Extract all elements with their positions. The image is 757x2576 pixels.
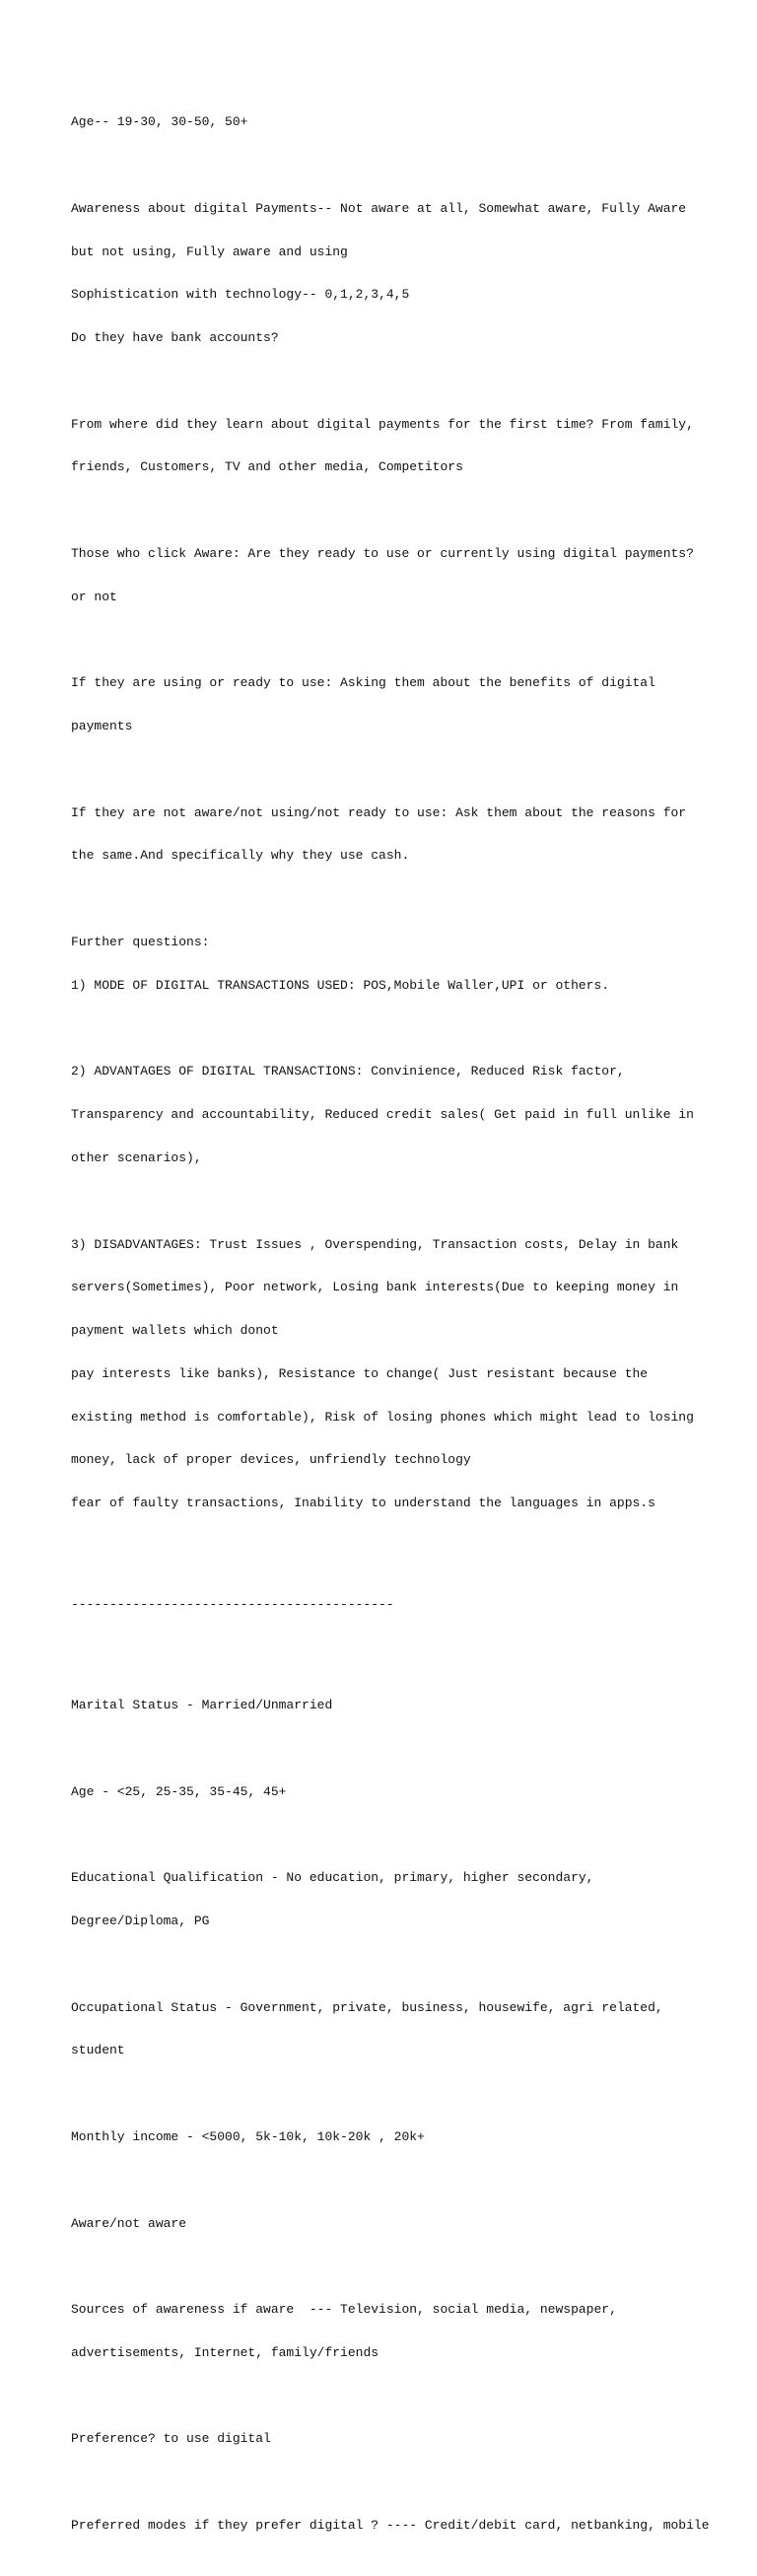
paragraph-aware-not-aware: [71, 2188, 741, 2260]
text-line: If they are not aware/not using/not ready to use: Ask them about the reasons for: [71, 804, 687, 820]
text-line: Degree/Diploma, PG: [71, 1914, 210, 1929]
text-line: servers(Sometimes), Poor network, Losing bank interests(Due to keeping money in: [71, 1280, 679, 1295]
text-line: Monthly income - <5000, 5k-10k, 10k-20k , 20k+: [71, 2128, 425, 2144]
text-line: or not: [71, 589, 117, 604]
text-line: Educational Qualification - No education, primary, higher secondary,: [71, 1870, 594, 1886]
text-line: the same.And specifically why they use cash.: [71, 848, 410, 864]
section-divider: [71, 1569, 741, 1641]
text-line: existing method is comfortable), Risk of losing phones which might lead to losing: [71, 1409, 694, 1425]
text-line: Those who click Aware: Are they ready to use or currently using digital payments?: [71, 546, 694, 561]
text-line: payment wallets which donot: [71, 1323, 279, 1339]
text-line: but not using, Fully aware and using: [71, 244, 348, 259]
text-line: fear of faulty transactions, Inability to understand the languages in apps.s: [71, 1496, 655, 1511]
paragraph-learning-source: [71, 388, 741, 504]
text-line: pay interests like banks), Resistance to change( Just resistant because the: [71, 1365, 649, 1381]
paragraph-aware-ready: [71, 519, 741, 634]
paragraph-occupation: [71, 1972, 741, 2087]
text-line: Preferred modes if they prefer digital ? ---- Credit/debit card, netbanking, mobile: [71, 2517, 710, 2533]
text-line: 1) MODE OF DIGITAL TRANSACTIONS USED: POS,Mobile Waller,UPI or others.: [71, 977, 610, 993]
text-line: 2) ADVANTAGES OF DIGITAL TRANSACTIONS: Convinience, Reduced Risk factor,: [71, 1064, 625, 1079]
text-line: Age - <25, 25-35, 35-45, 45+: [71, 1783, 287, 1799]
paragraph-marital-status: [71, 1670, 741, 1742]
paragraph-benefits: [71, 648, 741, 763]
text-line: advertisements, Internet, family/friends: [71, 2344, 379, 2360]
paragraph-monthly-income: [71, 2102, 741, 2174]
paragraph-age-groups: [71, 1757, 741, 1829]
paragraph-further-questions: [71, 907, 741, 1022]
text-line: Sophistication with technology-- 0,1,2,3,4,5: [71, 287, 410, 303]
text-line: Transparency and accountability, Reduced credit sales( Get paid in full unlike in: [71, 1107, 694, 1123]
text-line: Age-- 19-30, 30-50, 50+: [71, 114, 248, 130]
text-line: If they are using or ready to use: Asking them about the benefits of digital: [71, 675, 655, 691]
paragraph-sources-of-awareness: [71, 2274, 741, 2390]
paragraph-reasons: [71, 778, 741, 893]
text-line: student: [71, 2043, 125, 2058]
text-line: friends, Customers, TV and other media, Competitors: [71, 459, 463, 475]
text-line: Preference? to use digital: [71, 2431, 271, 2447]
text-line: payments: [71, 719, 133, 734]
text-line: money, lack of proper devices, unfriendly technology: [71, 1452, 471, 1468]
text-line: Do they have bank accounts?: [71, 330, 279, 346]
paragraph-advantages: [71, 1036, 741, 1195]
paragraph-age-ranges: [71, 87, 741, 159]
text-line: Further questions:: [71, 935, 210, 950]
text-line: From where did they learn about digital payments for the first time? From family,: [71, 416, 694, 432]
paragraph-preference: [71, 2403, 741, 2475]
text-line: Aware/not aware: [71, 2215, 187, 2231]
text-line: Marital Status - Married/Unmarried: [71, 1698, 333, 1713]
text-line: other scenarios),: [71, 1149, 202, 1165]
paragraph-awareness: [71, 174, 741, 375]
paragraph-disadvantages: [71, 1209, 741, 1540]
divider-line: ------------------------------------------: [71, 1597, 394, 1613]
paragraph-preferred-modes: [71, 2490, 741, 2562]
text-line: 3) DISADVANTAGES: Trust Issues , Overspending, Transaction costs, Delay in bank: [71, 1236, 679, 1252]
text-line: Sources of awareness if aware --- Television, social media, newspaper,: [71, 2302, 617, 2318]
text-line: Occupational Status - Government, private, business, housewife, agri related,: [71, 1999, 663, 2015]
text-line: Awareness about digital Payments-- Not aware at all, Somewhat aware, Fully Aware: [71, 200, 687, 216]
paragraph-education: [71, 1843, 741, 1958]
document-content: [71, 87, 741, 2576]
